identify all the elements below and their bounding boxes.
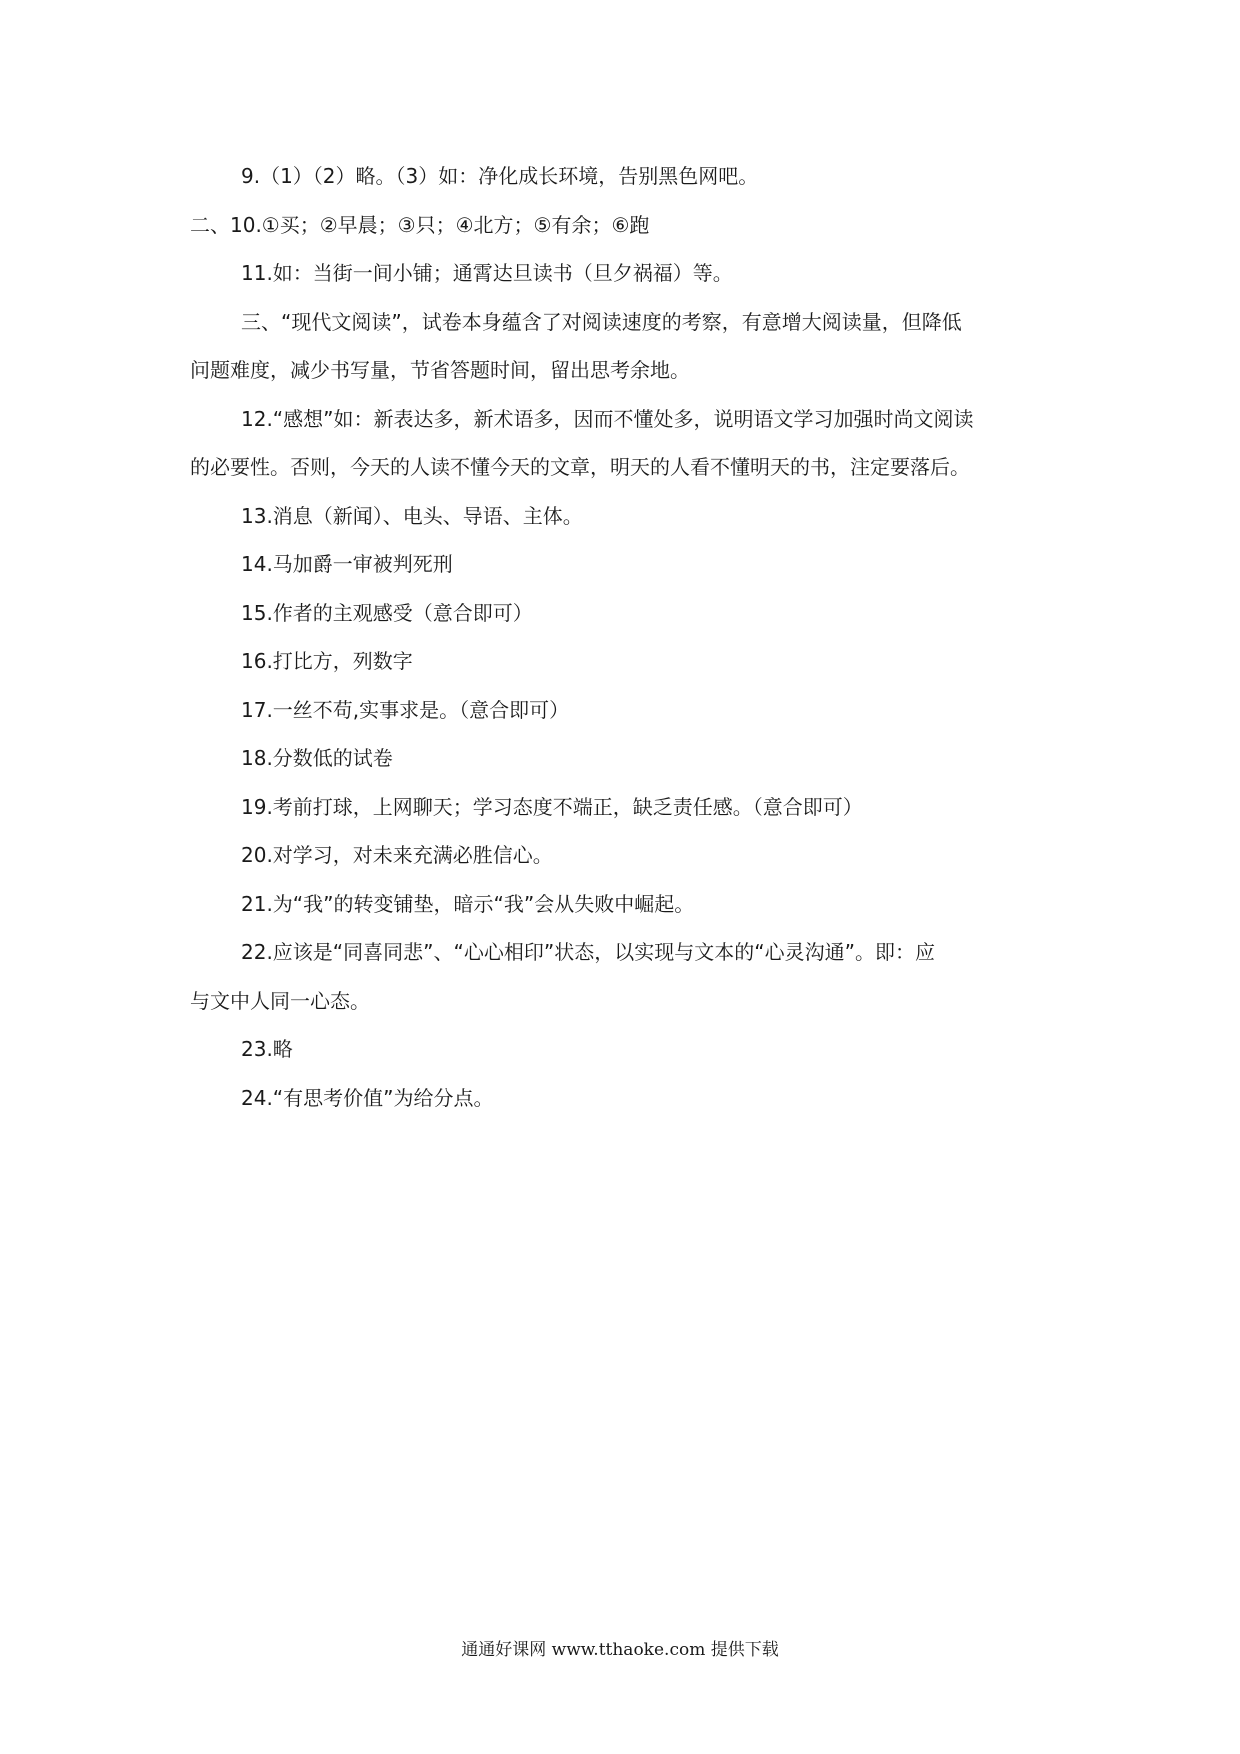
footer-download-note: 通通好课网 www.tthaoke.com 提供下载 [461, 1640, 779, 1660]
answer-17: 17.一丝不苟,实事求是。（意合即可） [241, 698, 570, 722]
answer-19: 19.考前打球，上网聊天；学习态度不端正，缺乏责任感。（意合即可） [241, 795, 863, 819]
answer-12-line-1: 12.“感想”如：新表达多，新术语多，因而不懂处多，说明语文学习加强时尚文阅读 [241, 407, 974, 431]
answer-13: 13.消息（新闻）、电头、导语、主体。 [241, 504, 583, 528]
answer-11: 11.如：当街一间小铺；通霄达旦读书（旦夕祸福）等。 [241, 261, 733, 285]
section-3-intro-line-2: 问题难度，减少书写量，节省答题时间，留出思考余地。 [190, 358, 690, 382]
answer-10: 二、10.①买；②早晨；③只；④北方；⑤有余；⑥跑 [190, 213, 650, 237]
answer-23: 23.略 [241, 1037, 293, 1061]
answer-15: 15.作者的主观感受（意合即可） [241, 601, 533, 625]
answer-16: 16.打比方，列数字 [241, 649, 413, 673]
section-3-intro-line-1: 三、“现代文阅读”，试卷本身蕴含了对阅读速度的考察，有意增大阅读量，但降低 [241, 310, 962, 334]
answer-20: 20.对学习，对未来充满必胜信心。 [241, 843, 553, 867]
answer-18: 18.分数低的试卷 [241, 746, 393, 770]
answer-22-line-1: 22.应该是“同喜同悲”、“心心相印”状态，以实现与文本的“心灵沟通”。即：应 [241, 940, 935, 964]
answer-22-line-2: 与文中人同一心态。 [190, 989, 370, 1013]
answer-9: 9.（1）（2）略。（3）如：净化成长环境，告别黑色网吧。 [241, 164, 759, 188]
answer-14: 14.马加爵一审被判死刑 [241, 552, 453, 576]
answer-21: 21.为“我”的转变铺垫，暗示“我”会从失败中崛起。 [241, 892, 695, 916]
answer-24: 24.“有思考价值”为给分点。 [241, 1086, 494, 1110]
answer-12-line-2: 的必要性。否则，今天的人读不懂今天的文章，明天的人看不懂明天的书，注定要落后。 [190, 455, 970, 479]
